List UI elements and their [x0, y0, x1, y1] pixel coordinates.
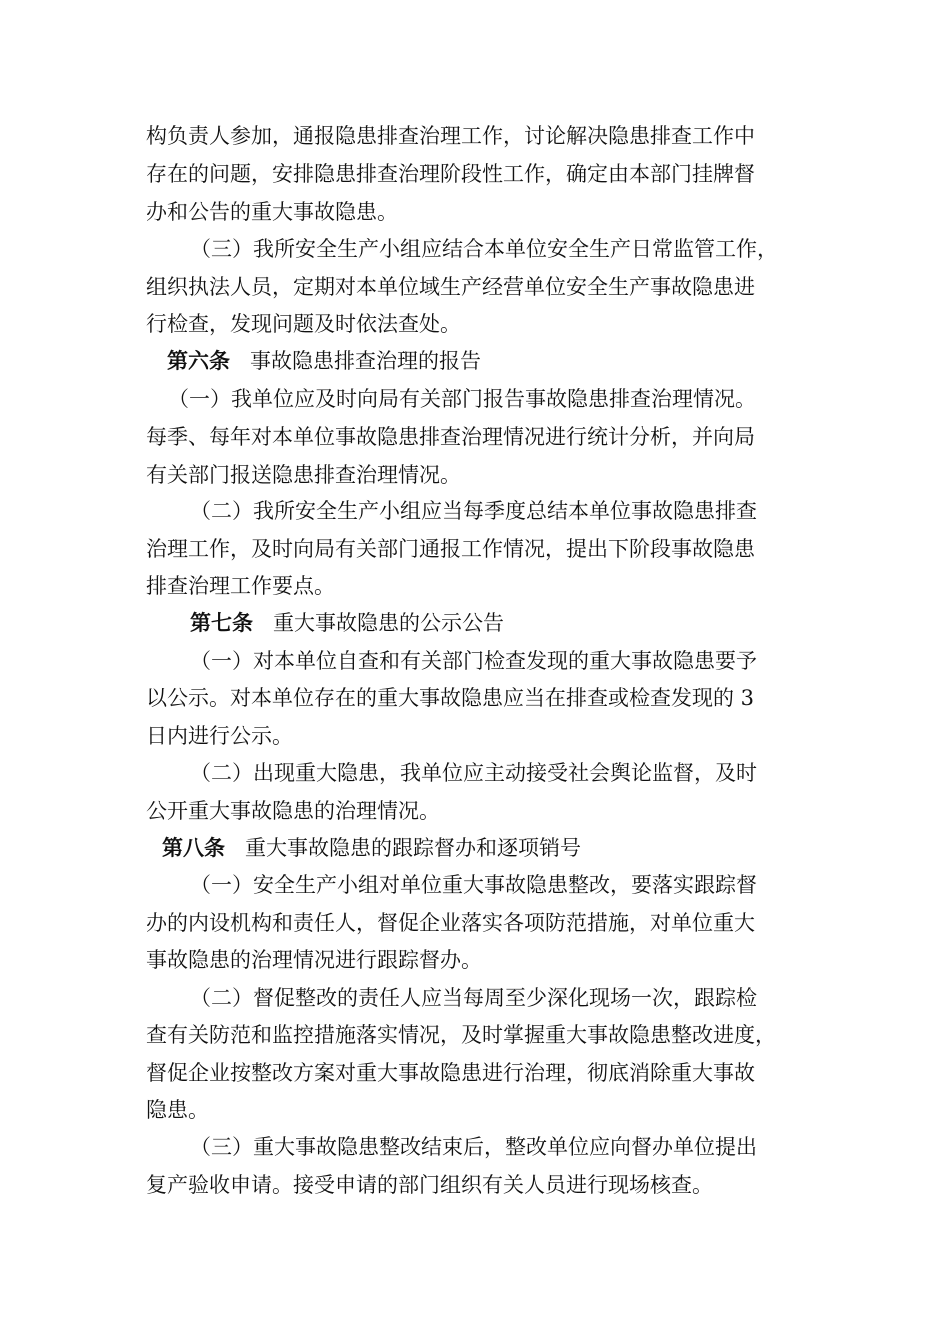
- paragraph-line: 日内进行公示。: [146, 724, 293, 748]
- paragraph-line: 复产验收申请。接受申请的部门组织有关人员进行现场核查。: [146, 1173, 713, 1197]
- paragraph-line: 存在的问题，安排隐患排查治理阶段性工作，确定由本部门挂牌督: [146, 162, 755, 186]
- article-8-heading: [162, 830, 950, 866]
- paragraph-line: （二）督促整改的责任人应当每周至少深化现场一次，跟踪检: [190, 986, 757, 1010]
- paragraph-line: 构负责人参加，通报隐患排查治理工作，讨论解决隐患排查工作中: [146, 124, 755, 148]
- paragraph-line: 督促企业按整改方案对重大事故隐患进行治理，彻底消除重大事故: [146, 1061, 755, 1085]
- paragraph-line: 排查治理工作要点。: [146, 574, 335, 598]
- paragraph-line: 有关部门报送隐患排查治理情况。: [146, 463, 461, 487]
- paragraph-line: （一）我单位应及时向局有关部门报告事故隐患排查治理情况。: [168, 387, 756, 411]
- paragraph-line: 查有关防范和监控措施落实情况，及时掌握重大事故隐患整改进度，: [146, 1023, 776, 1047]
- paragraph-line: （二）我所安全生产小组应当每季度总结本单位事故隐患排查: [190, 499, 757, 523]
- paragraph-line: （一）对本单位自查和有关部门检查发现的重大事故隐患要予: [190, 649, 757, 673]
- paragraph-line: 事故隐患的治理情况进行跟踪督办。: [146, 948, 482, 972]
- article-number: 第六条: [167, 348, 230, 373]
- paragraph-line: 隐患。: [146, 1098, 209, 1122]
- article-number: 第八条: [162, 835, 225, 860]
- article-title: 重大事故隐患的公示公告: [273, 611, 504, 635]
- article-6-heading: [167, 343, 950, 379]
- paragraph-line: 治理工作，及时向局有关部门通报工作情况，提出下阶段事故隐患: [146, 537, 755, 561]
- paragraph-line: （三）重大事故隐患整改结束后，整改单位应向督办单位提出: [190, 1135, 757, 1159]
- paragraph-line: 以公示。对本单位存在的重大事故隐患应当在排查或检查发现的 3: [146, 686, 755, 710]
- article-7-heading: [190, 605, 950, 641]
- paragraph-line: 行检查，发现问题及时依法查处。: [146, 312, 461, 336]
- paragraph-line: 办和公告的重大事故隐患。: [146, 200, 398, 224]
- paragraph-line: 组织执法人员，定期对本单位域生产经营单位安全生产事故隐患进: [146, 275, 755, 299]
- paragraph-line: 公开重大事故隐患的治理情况。: [146, 799, 440, 823]
- article-number: 第七条: [190, 610, 253, 635]
- article-title: 事故隐患排查治理的报告: [250, 349, 481, 373]
- paragraph-line: （二）出现重大隐患，我单位应主动接受社会舆论监督，及时: [190, 761, 757, 785]
- paragraph-line: （一）安全生产小组对单位重大事故隐患整改，要落实跟踪督: [190, 873, 757, 897]
- paragraph-line: 办的内设机构和责任人，督促企业落实各项防范措施，对单位重大: [146, 911, 755, 935]
- paragraph-line: （三）我所安全生产小组应结合本单位安全生产日常监管工作，: [190, 237, 778, 261]
- paragraph-line: 每季、每年对本单位事故隐患排查治理情况进行统计分析，并向局: [146, 425, 755, 449]
- article-title: 重大事故隐患的跟踪督办和逐项销号: [245, 836, 581, 860]
